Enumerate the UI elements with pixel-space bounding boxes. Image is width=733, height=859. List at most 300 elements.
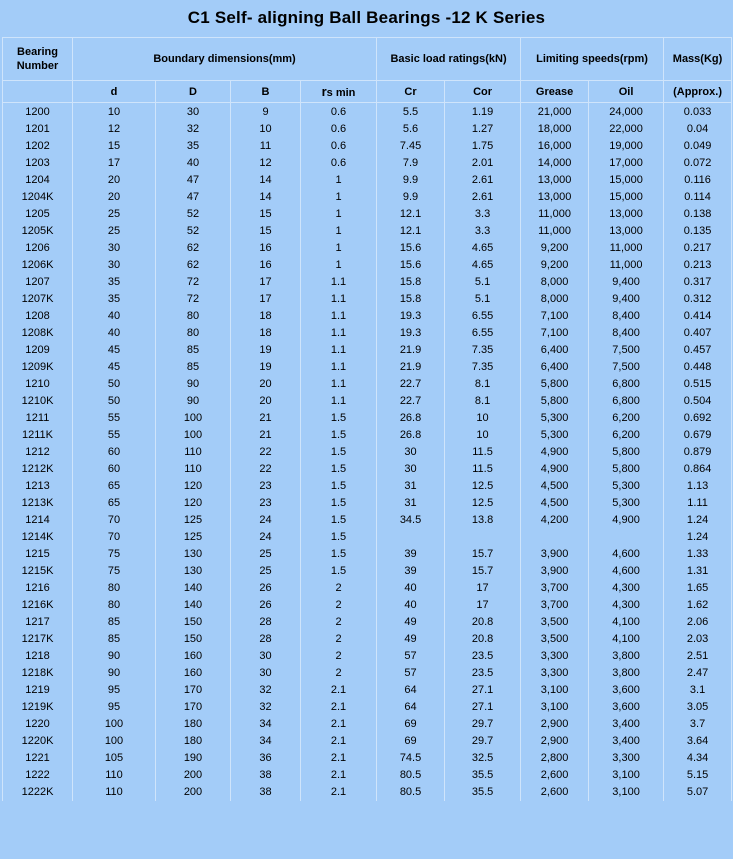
- cell-rs-min: 1: [301, 256, 377, 273]
- cell-d: 45: [73, 341, 156, 358]
- cell-cr: 49: [377, 630, 445, 647]
- cell-grease: 11,000: [521, 205, 589, 222]
- cell-grease: [521, 528, 589, 545]
- cell-d: 95: [73, 698, 156, 715]
- cell-D: 170: [156, 681, 231, 698]
- cell-rs-min: 1.1: [301, 358, 377, 375]
- cell-mass: 0.135: [664, 222, 732, 239]
- table-row: [3, 630, 732, 647]
- cell-bearing-number: 1204K: [3, 188, 73, 205]
- table-row: [3, 324, 732, 341]
- cell-grease: 16,000: [521, 137, 589, 154]
- cell-mass: 0.317: [664, 273, 732, 290]
- cell-oil: 3,600: [589, 698, 664, 715]
- cell-oil: 13,000: [589, 222, 664, 239]
- cell-d: 65: [73, 477, 156, 494]
- cell-rs-min: 2: [301, 596, 377, 613]
- header-cor: Cor: [445, 81, 521, 103]
- cell-bearing-number: 1211: [3, 409, 73, 426]
- cell-D: 52: [156, 222, 231, 239]
- cell-cr: 22.7: [377, 392, 445, 409]
- cell-oil: 11,000: [589, 239, 664, 256]
- cell-oil: 11,000: [589, 256, 664, 273]
- cell-mass: 3.64: [664, 732, 732, 749]
- cell-grease: 2,800: [521, 749, 589, 766]
- cell-D: 80: [156, 324, 231, 341]
- cell-cor: 29.7: [445, 715, 521, 732]
- cell-rs-min: 2.1: [301, 749, 377, 766]
- cell-cr: 5.6: [377, 120, 445, 137]
- cell-mass: 1.62: [664, 596, 732, 613]
- cell-cor: 20.8: [445, 630, 521, 647]
- cell-rs-min: 1.1: [301, 341, 377, 358]
- cell-cr: 31: [377, 494, 445, 511]
- cell-cr: 74.5: [377, 749, 445, 766]
- header-row-top: [3, 38, 732, 81]
- cell-oil: 4,100: [589, 630, 664, 647]
- cell-cor: 8.1: [445, 392, 521, 409]
- cell-cor: 12.5: [445, 494, 521, 511]
- cell-d: 50: [73, 375, 156, 392]
- cell-B: 28: [231, 630, 301, 647]
- cell-cr: 15.8: [377, 273, 445, 290]
- cell-oil: 6,800: [589, 375, 664, 392]
- cell-grease: 3,700: [521, 596, 589, 613]
- cell-cor: 29.7: [445, 732, 521, 749]
- cell-oil: 19,000: [589, 137, 664, 154]
- cell-cor: 17: [445, 596, 521, 613]
- cell-bearing-number: 1206K: [3, 256, 73, 273]
- cell-grease: 6,400: [521, 358, 589, 375]
- cell-D: 35: [156, 137, 231, 154]
- cell-grease: 2,900: [521, 732, 589, 749]
- cell-grease: 2,600: [521, 766, 589, 783]
- cell-mass: 1.13: [664, 477, 732, 494]
- cell-B: 22: [231, 443, 301, 460]
- cell-mass: 0.864: [664, 460, 732, 477]
- cell-cor: 11.5: [445, 460, 521, 477]
- cell-B: 32: [231, 698, 301, 715]
- rs-suffix: s min: [326, 87, 356, 99]
- header-rs-min: [301, 81, 377, 103]
- cell-cr: 39: [377, 545, 445, 562]
- header-limiting-speeds: Limiting speeds(rpm): [521, 38, 664, 81]
- table-row: [3, 103, 732, 121]
- cell-cr: 21.9: [377, 341, 445, 358]
- cell-d: 100: [73, 715, 156, 732]
- cell-B: 15: [231, 205, 301, 222]
- cell-grease: 8,000: [521, 273, 589, 290]
- cell-cor: 23.5: [445, 664, 521, 681]
- cell-cor: 1.75: [445, 137, 521, 154]
- cell-rs-min: 2: [301, 664, 377, 681]
- cell-B: 11: [231, 137, 301, 154]
- cell-cr: 26.8: [377, 409, 445, 426]
- cell-cor: 3.3: [445, 205, 521, 222]
- table-row: [3, 443, 732, 460]
- cell-cr: 7.9: [377, 154, 445, 171]
- cell-rs-min: 1.5: [301, 460, 377, 477]
- cell-mass: 0.217: [664, 239, 732, 256]
- cell-oil: 9,400: [589, 290, 664, 307]
- cell-mass: 0.692: [664, 409, 732, 426]
- cell-rs-min: 2.1: [301, 732, 377, 749]
- cell-oil: 3,800: [589, 664, 664, 681]
- cell-cor: 35.5: [445, 766, 521, 783]
- cell-rs-min: 2.1: [301, 681, 377, 698]
- cell-D: 90: [156, 392, 231, 409]
- cell-cor: 1.19: [445, 103, 521, 121]
- cell-mass: 1.24: [664, 511, 732, 528]
- cell-B: 21: [231, 426, 301, 443]
- cell-rs-min: 2: [301, 579, 377, 596]
- cell-bearing-number: 1213K: [3, 494, 73, 511]
- table-row: [3, 664, 732, 681]
- cell-rs-min: 1.5: [301, 562, 377, 579]
- cell-grease: 7,100: [521, 324, 589, 341]
- cell-cor: 8.1: [445, 375, 521, 392]
- cell-cr: 80.5: [377, 783, 445, 801]
- cell-D: 100: [156, 426, 231, 443]
- cell-mass: 0.072: [664, 154, 732, 171]
- cell-D: 90: [156, 375, 231, 392]
- cell-B: 22: [231, 460, 301, 477]
- cell-cr: 12.1: [377, 222, 445, 239]
- cell-mass: 3.05: [664, 698, 732, 715]
- cell-D: 120: [156, 494, 231, 511]
- cell-grease: 3,900: [521, 545, 589, 562]
- cell-cor: 13.8: [445, 511, 521, 528]
- header-basic-load-ratings: Basic load ratings(kN): [377, 38, 521, 81]
- cell-B: 20: [231, 375, 301, 392]
- cell-cr: 21.9: [377, 358, 445, 375]
- cell-rs-min: 1.1: [301, 290, 377, 307]
- cell-d: 60: [73, 460, 156, 477]
- table-row: [3, 239, 732, 256]
- cell-grease: 9,200: [521, 256, 589, 273]
- cell-oil: 3,100: [589, 783, 664, 801]
- cell-d: 105: [73, 749, 156, 766]
- cell-bearing-number: 1210K: [3, 392, 73, 409]
- cell-cr: 34.5: [377, 511, 445, 528]
- table-row: [3, 120, 732, 137]
- cell-D: 140: [156, 579, 231, 596]
- cell-rs-min: 1: [301, 171, 377, 188]
- cell-mass: 0.457: [664, 341, 732, 358]
- cell-cor: 10: [445, 426, 521, 443]
- cell-rs-min: 0.6: [301, 103, 377, 121]
- cell-oil: 3,300: [589, 749, 664, 766]
- cell-D: 72: [156, 273, 231, 290]
- cell-grease: 4,500: [521, 477, 589, 494]
- table-row: [3, 341, 732, 358]
- cell-d: 75: [73, 562, 156, 579]
- cell-rs-min: 1.5: [301, 426, 377, 443]
- cell-bearing-number: 1219: [3, 681, 73, 698]
- cell-rs-min: 1.5: [301, 409, 377, 426]
- header-blank: [3, 81, 73, 103]
- cell-B: 34: [231, 732, 301, 749]
- cell-mass: 5.07: [664, 783, 732, 801]
- cell-D: 62: [156, 239, 231, 256]
- cell-d: 80: [73, 596, 156, 613]
- cell-mass: 0.033: [664, 103, 732, 121]
- cell-grease: 21,000: [521, 103, 589, 121]
- table-row: [3, 188, 732, 205]
- cell-B: 38: [231, 783, 301, 801]
- cell-d: 30: [73, 239, 156, 256]
- cell-cor: 35.5: [445, 783, 521, 801]
- cell-D: 72: [156, 290, 231, 307]
- cell-D: 85: [156, 358, 231, 375]
- cell-mass: 0.138: [664, 205, 732, 222]
- cell-B: 9: [231, 103, 301, 121]
- cell-bearing-number: 1220: [3, 715, 73, 732]
- cell-oil: 5,300: [589, 477, 664, 494]
- page-title: C1 Self- aligning Ball Bearings -12 K Series: [187, 8, 546, 27]
- cell-B: 19: [231, 358, 301, 375]
- cell-D: 125: [156, 528, 231, 545]
- cell-mass: 0.414: [664, 307, 732, 324]
- cell-cr: 57: [377, 664, 445, 681]
- cell-d: 80: [73, 579, 156, 596]
- cell-D: 110: [156, 443, 231, 460]
- cell-D: 62: [156, 256, 231, 273]
- cell-B: 38: [231, 766, 301, 783]
- cell-cr: 9.9: [377, 171, 445, 188]
- cell-cor: 11.5: [445, 443, 521, 460]
- header-B: B: [231, 81, 301, 103]
- cell-D: 47: [156, 188, 231, 205]
- cell-cr: 40: [377, 579, 445, 596]
- table-row: [3, 528, 732, 545]
- cell-D: 80: [156, 307, 231, 324]
- header-D: D: [156, 81, 231, 103]
- cell-D: 190: [156, 749, 231, 766]
- cell-D: 125: [156, 511, 231, 528]
- cell-oil: 4,300: [589, 579, 664, 596]
- table-row: [3, 392, 732, 409]
- cell-d: 90: [73, 647, 156, 664]
- cell-d: 17: [73, 154, 156, 171]
- cell-D: 100: [156, 409, 231, 426]
- cell-grease: 3,300: [521, 664, 589, 681]
- cell-bearing-number: 1216K: [3, 596, 73, 613]
- cell-cr: 5.5: [377, 103, 445, 121]
- cell-B: 16: [231, 256, 301, 273]
- cell-grease: 4,500: [521, 494, 589, 511]
- cell-bearing-number: 1204: [3, 171, 73, 188]
- cell-d: 20: [73, 171, 156, 188]
- cell-bearing-number: 1218K: [3, 664, 73, 681]
- table-row: [3, 205, 732, 222]
- cell-oil: 7,500: [589, 341, 664, 358]
- cell-cr: 80.5: [377, 766, 445, 783]
- cell-d: 75: [73, 545, 156, 562]
- table-row: [3, 596, 732, 613]
- cell-d: 50: [73, 392, 156, 409]
- cell-bearing-number: 1206: [3, 239, 73, 256]
- cell-mass: 3.1: [664, 681, 732, 698]
- cell-d: 20: [73, 188, 156, 205]
- cell-rs-min: 0.6: [301, 120, 377, 137]
- cell-B: 25: [231, 545, 301, 562]
- cell-grease: 5,800: [521, 375, 589, 392]
- cell-rs-min: 2: [301, 613, 377, 630]
- cell-oil: 24,000: [589, 103, 664, 121]
- cell-bearing-number: 1214K: [3, 528, 73, 545]
- cell-rs-min: 1.1: [301, 324, 377, 341]
- header-mass: Mass(Kg): [664, 38, 732, 81]
- cell-bearing-number: 1207K: [3, 290, 73, 307]
- cell-B: 18: [231, 324, 301, 341]
- cell-mass: 1.33: [664, 545, 732, 562]
- cell-oil: [589, 528, 664, 545]
- cell-oil: 6,200: [589, 409, 664, 426]
- cell-D: 120: [156, 477, 231, 494]
- cell-oil: 6,800: [589, 392, 664, 409]
- cell-B: 23: [231, 494, 301, 511]
- cell-cr: 69: [377, 715, 445, 732]
- cell-cr: 31: [377, 477, 445, 494]
- cell-grease: 3,500: [521, 630, 589, 647]
- cell-B: 32: [231, 681, 301, 698]
- cell-cor: 27.1: [445, 681, 521, 698]
- cell-cr: 26.8: [377, 426, 445, 443]
- cell-cor: 6.55: [445, 307, 521, 324]
- cell-oil: 4,600: [589, 562, 664, 579]
- cell-B: 30: [231, 647, 301, 664]
- cell-mass: 4.34: [664, 749, 732, 766]
- cell-bearing-number: 1200: [3, 103, 73, 121]
- cell-oil: 13,000: [589, 205, 664, 222]
- cell-bearing-number: 1213: [3, 477, 73, 494]
- cell-cor: 6.55: [445, 324, 521, 341]
- cell-oil: 4,300: [589, 596, 664, 613]
- cell-oil: 15,000: [589, 171, 664, 188]
- cell-oil: 5,300: [589, 494, 664, 511]
- cell-d: 60: [73, 443, 156, 460]
- cell-cr: 19.3: [377, 307, 445, 324]
- cell-grease: 8,000: [521, 290, 589, 307]
- cell-grease: 13,000: [521, 171, 589, 188]
- cell-mass: 1.24: [664, 528, 732, 545]
- cell-grease: 3,100: [521, 681, 589, 698]
- table-row: [3, 698, 732, 715]
- cell-D: 32: [156, 120, 231, 137]
- cell-bearing-number: 1217K: [3, 630, 73, 647]
- cell-mass: 0.213: [664, 256, 732, 273]
- cell-cr: 15.8: [377, 290, 445, 307]
- cell-grease: 18,000: [521, 120, 589, 137]
- cell-rs-min: 1: [301, 222, 377, 239]
- cell-grease: 13,000: [521, 188, 589, 205]
- cell-d: 95: [73, 681, 156, 698]
- bearing-table: [2, 37, 732, 801]
- cell-grease: 3,700: [521, 579, 589, 596]
- header-d: d: [73, 81, 156, 103]
- cell-B: 15: [231, 222, 301, 239]
- table-row: [3, 273, 732, 290]
- cell-cr: 40: [377, 596, 445, 613]
- table-row: [3, 732, 732, 749]
- cell-D: 47: [156, 171, 231, 188]
- cell-d: 45: [73, 358, 156, 375]
- cell-D: 85: [156, 341, 231, 358]
- table-row: [3, 460, 732, 477]
- cell-cor: 15.7: [445, 545, 521, 562]
- cell-bearing-number: 1215: [3, 545, 73, 562]
- cell-bearing-number: 1214: [3, 511, 73, 528]
- cell-grease: 4,900: [521, 460, 589, 477]
- cell-rs-min: 2.1: [301, 766, 377, 783]
- table-row: [3, 358, 732, 375]
- cell-bearing-number: 1208K: [3, 324, 73, 341]
- cell-cor: 2.61: [445, 188, 521, 205]
- cell-grease: 9,200: [521, 239, 589, 256]
- cell-oil: 5,800: [589, 443, 664, 460]
- cell-oil: 7,500: [589, 358, 664, 375]
- cell-cr: 30: [377, 443, 445, 460]
- cell-B: 18: [231, 307, 301, 324]
- header-grease: Grease: [521, 81, 589, 103]
- cell-cor: 7.35: [445, 341, 521, 358]
- cell-mass: 1.65: [664, 579, 732, 596]
- table-row: [3, 749, 732, 766]
- table-row: [3, 426, 732, 443]
- cell-d: 110: [73, 766, 156, 783]
- cell-bearing-number: 1212K: [3, 460, 73, 477]
- cell-oil: 3,800: [589, 647, 664, 664]
- cell-grease: 2,600: [521, 783, 589, 801]
- cell-bearing-number: 1220K: [3, 732, 73, 749]
- cell-mass: 0.116: [664, 171, 732, 188]
- cell-mass: 2.51: [664, 647, 732, 664]
- cell-d: 55: [73, 409, 156, 426]
- cell-mass: 2.06: [664, 613, 732, 630]
- cell-D: 180: [156, 732, 231, 749]
- cell-cr: 22.7: [377, 375, 445, 392]
- cell-grease: 11,000: [521, 222, 589, 239]
- cell-mass: 0.448: [664, 358, 732, 375]
- cell-cr: 15.6: [377, 239, 445, 256]
- cell-rs-min: 1.1: [301, 307, 377, 324]
- cell-bearing-number: 1201: [3, 120, 73, 137]
- cell-cor: 3.3: [445, 222, 521, 239]
- cell-bearing-number: 1221: [3, 749, 73, 766]
- cell-mass: 0.515: [664, 375, 732, 392]
- cell-mass: 0.407: [664, 324, 732, 341]
- cell-cor: [445, 528, 521, 545]
- cell-B: 14: [231, 171, 301, 188]
- cell-B: 19: [231, 341, 301, 358]
- cell-mass: 0.049: [664, 137, 732, 154]
- cell-B: 17: [231, 290, 301, 307]
- cell-B: 34: [231, 715, 301, 732]
- cell-cor: 17: [445, 579, 521, 596]
- table-row: [3, 647, 732, 664]
- cell-grease: 5,300: [521, 409, 589, 426]
- cell-cor: 4.65: [445, 239, 521, 256]
- cell-oil: 5,800: [589, 460, 664, 477]
- cell-D: 200: [156, 766, 231, 783]
- table-row: [3, 545, 732, 562]
- cell-rs-min: 2.1: [301, 783, 377, 801]
- cell-mass: 0.114: [664, 188, 732, 205]
- cell-cor: 1.27: [445, 120, 521, 137]
- cell-B: 17: [231, 273, 301, 290]
- cell-cor: 5.1: [445, 273, 521, 290]
